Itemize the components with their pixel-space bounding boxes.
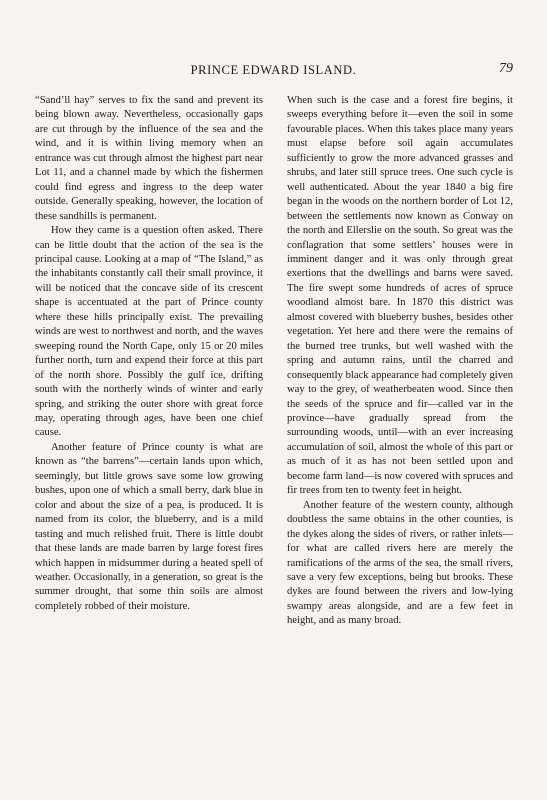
- right-column: [287, 94, 513, 629]
- page-header: [0, 63, 547, 83]
- paragraph: “Sand’ll hay” serves to fix the sand and prevent its being blown away. Nevertheless, occasionally gaps are cut through by the influence of the sea and the wind, and it is within living memory when an entrance was cut through almost the highest part near Lot 11, and a channel made by which the fishermen could find egress and ingress to the deep water outside. Generally speaking, however, the location of these sandhills is permanent.: [35, 95, 263, 222]
- paragraph: Another feature of Prince county is what are known as “the barrens”—certain lands upon which, seemingly, but little grows save some low growing bushes, upon one of which a small berry, dark blue in color and about the size of a pea, is produced. It is named from its color, the blueberry, and is a mild tasting and much relished fruit. There is little doubt that these lands are made barren by large forest fires which happen in midsummer during a heated spell of weather. Occasionally, in a generation, so great is the summer drought, that some thin soils are almost completely robbed of their moisture.: [35, 441, 263, 612]
- page-number: 79: [499, 61, 513, 76]
- running-title: PRINCE EDWARD ISLAND.: [190, 63, 357, 77]
- paragraph: Another feature of the western county, although doubtless the same obtains in the other counties, is the dykes along the sides of rivers, or rather inlets—for what are called rivers here are merely the ramifications of the arms of the sea, the small rivers, save a very few exceptions, being but brooks. These dykes are found between the rivers and low-lying swampy areas alongside, and are a few feet in height, and as many broad.: [287, 499, 513, 627]
- left-column: [35, 94, 263, 614]
- paragraph: How they came is a question often asked. There can be little doubt that the action of the sea is the principal cause. Looking at a map of “The Island,” as the inhabitants constantly call their small province, it will be noticed that the concave side of its crescent shape is accentuated at the part of Prince county where these hills principally exist. The prevailing winds are west to northwest and north, and the waves sweeping round the North Cape, only 15 or 20 miles further north, turn and expend their force at this part of the north shore. Possibly the gulf ice, drifting south with the northerly winds of winter and early spring, and striking the outer shore with great force may, operating through ages, have been one chief cause.: [35, 225, 263, 439]
- paragraph: When such is the case and a forest fire begins, it sweeps everything before it—even the soil in some favourable places. When this takes place many years must elapse before soil again accumulates sufficiently to grow the more advanced grasses and shrubs, and later still spruce trees. One such cycle is well authenticated. About the year 1840 a big fire began in the woods on the northern border of Lot 12, between the settlements now known as Conway on the north and Ellerslie on the south. So great was the conflagration that some settlers’ houses were in imminent danger and it was only through great exertions that the dwellings and barns were saved. The fire swept some hundreds of acres of spruce woodland almost bare. In 1870 this district was almost covered with blueberry bushes, besides other vegetation. Yet here and there were the remains of the burned tree trunks, but well washed with the spring and autumn rains, until the charred and consequently black appearance had completely given way to the grey, of weatherbeaten wood. Since then the seeds of the spruce and fir—called var in the province—have gradually spread from the surrounding woods, until—with an ever increasing accumulation of soil, almost the whole of this part or as much of it as has not been settled upon and become farm land—is now covered with spruces and fir trees from ten to twenty feet in height.: [287, 95, 513, 497]
